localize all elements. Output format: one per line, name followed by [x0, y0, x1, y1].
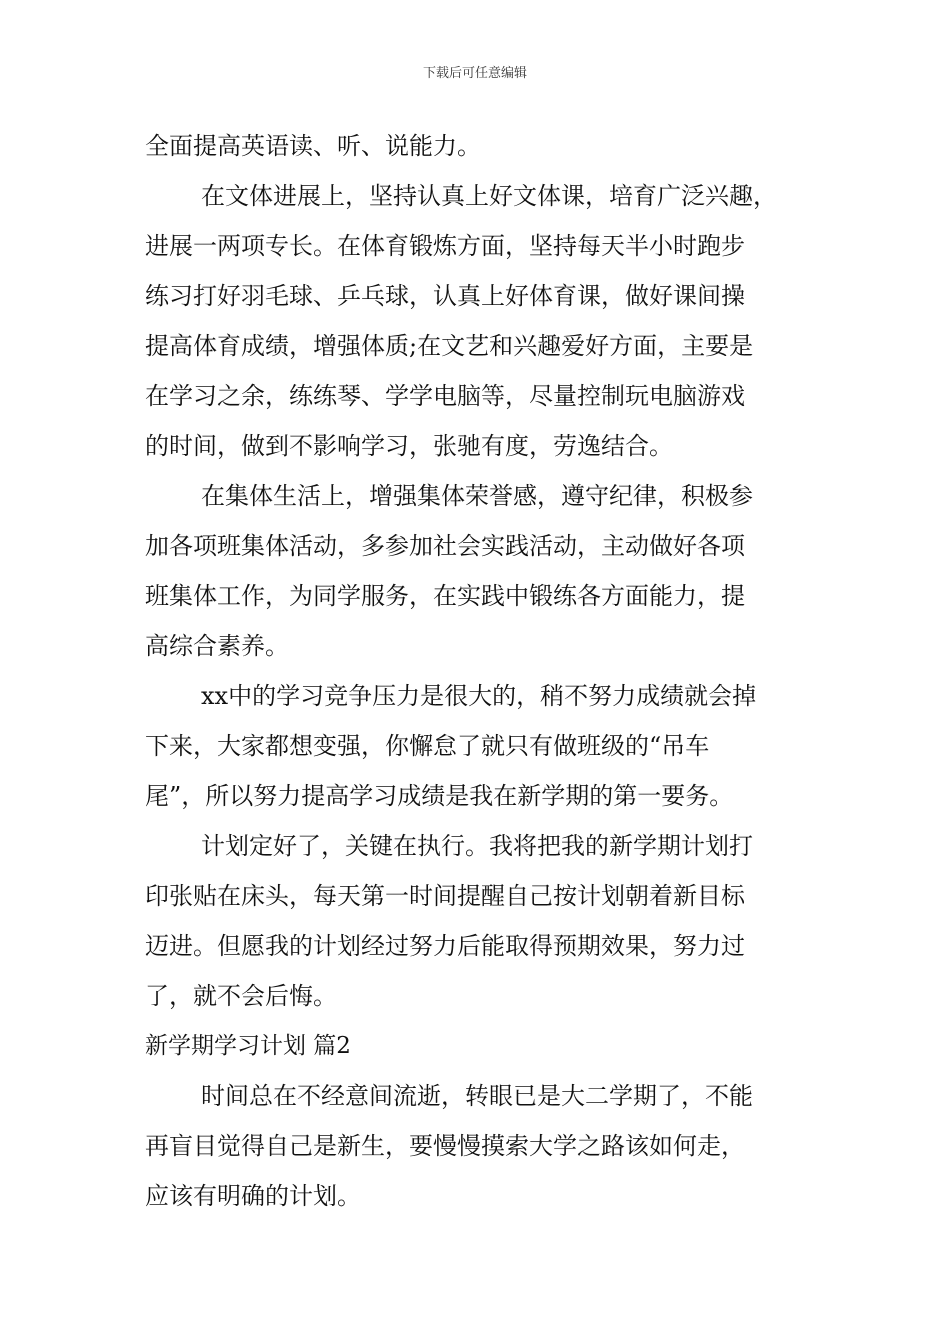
- text-line: 在学习之余，练练琴、学学电脑等，尽量控制玩电脑游戏: [145, 382, 745, 410]
- text-line: 的时间，做到不影响学习，张驰有度，劳逸结合。: [145, 432, 673, 460]
- text-line: 迈进。但愿我的计划经过努力后能取得预期效果，努力过: [145, 932, 745, 960]
- text-line: 印张贴在床头，每天第一时间提醒自己按计划朝着新目标: [145, 882, 745, 910]
- text-line: 了，就不会后悔。: [145, 982, 337, 1010]
- text-line: 再盲目觉得自己是新生，要慢慢摸索大学之路该如何走，: [145, 1132, 745, 1160]
- text-line: 全面提高英语读、听、说能力。: [145, 132, 481, 160]
- text-line: 加各项班集体活动，多参加社会实践活动，主动做好各项: [145, 532, 745, 560]
- text-line: 进展一两项专长。在体育锻炼方面，坚持每天半小时跑步: [145, 232, 745, 260]
- text-line: 应该有明确的计划。: [145, 1182, 361, 1210]
- text-line: 班集体工作，为同学服务，在实践中锻练各方面能力，提: [145, 582, 745, 610]
- text-line: 提高体育成绩，增强体质;在文艺和兴趣爱好方面，主要是: [145, 332, 754, 360]
- paragraph-first-line: 在文体进展上，坚持认真上好文体课，培育广泛兴趣，: [201, 182, 777, 210]
- document-body: [145, 129, 807, 1229]
- paragraph-first-line: 计划定好了，关键在执行。我将把我的新学期计划打: [201, 832, 753, 860]
- text-line: 高综合素养。: [145, 632, 289, 660]
- paragraph-first-line: 在集体生活上，增强集体荣誉感，遵守纪律，积极参: [201, 482, 753, 510]
- section-heading: 新学期学习计划 篇2: [145, 1033, 351, 1059]
- page-header: 下载后可任意编辑: [422, 66, 527, 81]
- text-line: 下来，大家都想变强，你懈怠了就只有做班级的“吊车: [145, 732, 710, 760]
- text-line: 尾”，所以努力提高学习成绩是我在新学期的第一要务。: [145, 782, 734, 810]
- text-line: 练习打好羽毛球、乒乓球，认真上好体育课，做好课间操: [145, 282, 745, 310]
- paragraph-first-line: 时间总在不经意间流逝，转眼已是大二学期了，不能: [201, 1082, 753, 1110]
- paragraph-first-line: xx中的学习竞争压力是很大的，稍不努力成绩就会掉: [201, 682, 757, 710]
